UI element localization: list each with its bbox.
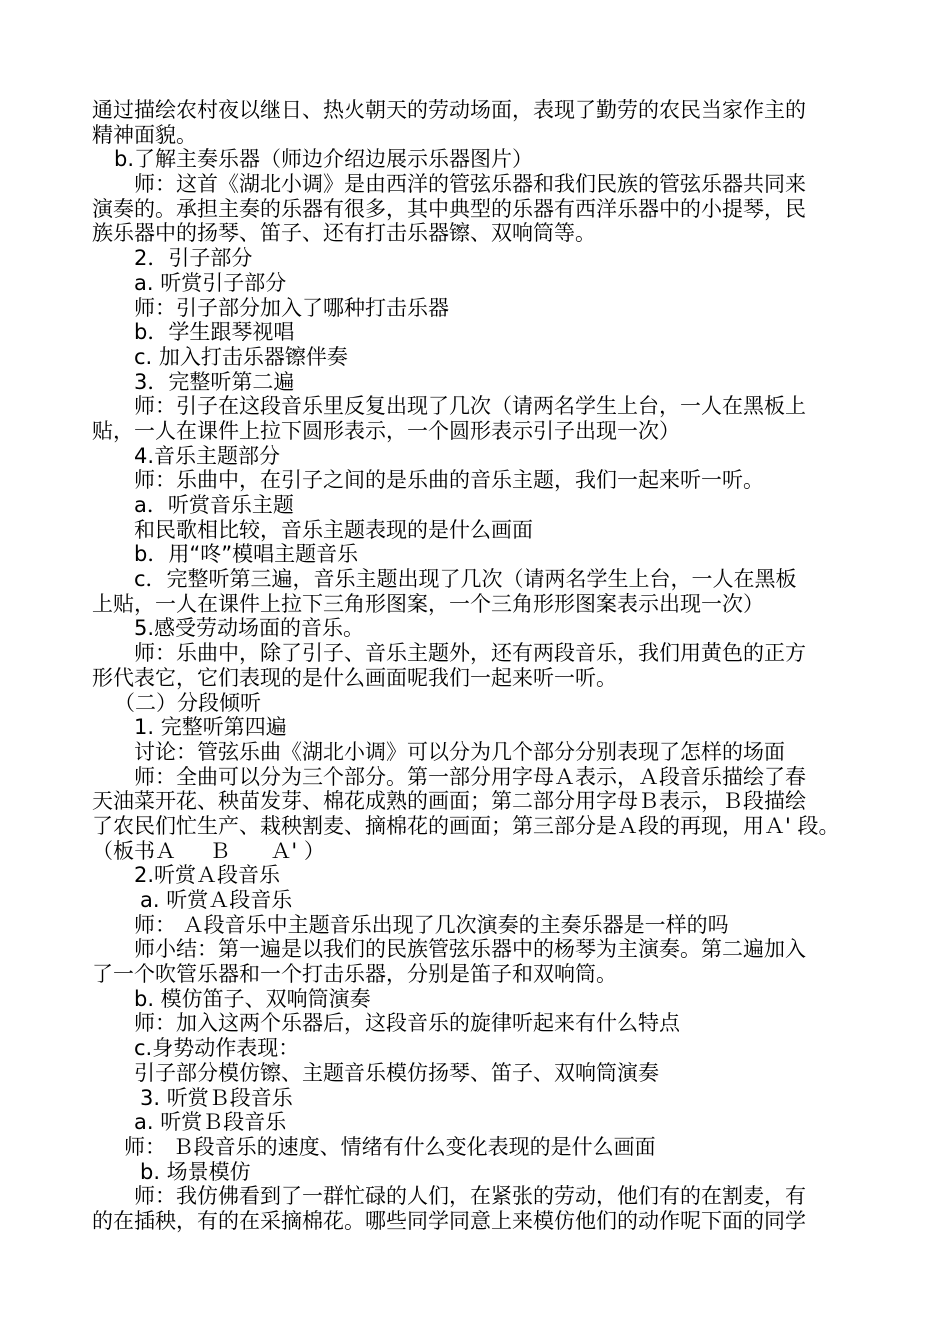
text-line: c.身势动作表现： (134, 1036, 300, 1061)
text-line: 上贴，一人在课件上拉下三角形图案，一个三角形形图案表示出现一次） (92, 591, 764, 616)
text-line: 师：我仿佛看到了一群忙碌的人们，在紧张的劳动，他们有的在割麦，有 (134, 1184, 806, 1209)
text-line: 师：加入这两个乐器后，这段音乐的旋律听起来有什么特点 (134, 1011, 680, 1036)
text-line: 2．引子部分 (134, 246, 253, 271)
text-line: 天油菜开花、秧苗发芽、棉花成熟的画面；第二部分用字母Ｂ表示，Ｂ段描绘 (92, 789, 806, 814)
text-line: 师： Ａ段音乐中主题音乐出现了几次演奏的主奏乐器是一样的吗 (134, 912, 729, 937)
text-line: b. 模仿笛子、双响筒演奏 (134, 986, 371, 1011)
text-line: 3．完整听第二遍 (134, 369, 295, 394)
text-line: 讨论：管弦乐曲《湖北小调》可以分为几个部分分别表现了怎样的场面 (134, 739, 785, 764)
text-line: a．听赏音乐主题 (134, 493, 294, 517)
text-line: 的在插秧，有的在采摘棉花。哪些同学同意上来模仿他们的动作呢下面的同学 (92, 1208, 806, 1233)
text-line: b．学生跟琴视唱 (134, 320, 295, 345)
text-line: 3. 听赏Ｂ段音乐 (140, 1085, 293, 1110)
text-line: 4.音乐主题部分 (134, 443, 281, 468)
text-line: 师：引子部分加入了哪种打击乐器 (134, 295, 449, 320)
text-line: 5.感受劳动场面的音乐。 (134, 616, 365, 641)
text-line: 师： Ｂ段音乐的速度、情绪有什么变化表现的是什么画面 (124, 1134, 656, 1159)
text-line: 引子部分模仿镲、主题音乐模仿扬琴、笛子、双响筒演奏 (134, 1060, 659, 1085)
text-line: 通过描绘农村夜以继日、热火朝天的劳动场面，表现了勤劳的农民当家作主的 (92, 98, 806, 122)
text-line: 师：引子在这段音乐里反复出现了几次（请两名学生上台，一人在黑板上 (134, 394, 806, 419)
text-line: 精神面貌。 (92, 122, 197, 147)
text-line: b．用“咚”模唱主题音乐 (134, 542, 359, 567)
text-line: 师：乐曲中，除了引子、音乐主题外，还有两段音乐，我们用黄色的正方 (134, 641, 806, 666)
text-line: 师小结：第一遍是以我们的民族管弦乐器中的杨琴为主演奏。第二遍加入 (134, 937, 806, 962)
text-line: 贴，一人在课件上拉下圆形表示，一个圆形表示引子出现一次） (92, 418, 680, 443)
text-line: 形代表它，它们表现的是什么画面呢我们一起来听一听。 (92, 665, 617, 690)
text-line: 2.听赏Ａ段音乐 (134, 863, 281, 888)
text-line: c．完整听第三遍，音乐主题出现了几次（请两名学生上台，一人在黑板 (134, 567, 797, 592)
text-line: a. 听赏引子部分 (134, 270, 287, 295)
text-line: a. 听赏Ａ段音乐 (140, 888, 293, 912)
text-line: b.了解主奏乐器（师边介绍边展示乐器图片） (114, 147, 534, 172)
text-line: 师：全曲可以分为三个部分。第一部分用字母Ａ表示，Ａ段音乐描绘了春 (134, 764, 806, 789)
text-line: 师：这首《湖北小调》是由西洋的管弦乐器和我们民族的管弦乐器共同来 (134, 172, 806, 197)
text-line: （二）分段倾听 (114, 690, 261, 715)
text-line: b. 场景模仿 (140, 1159, 251, 1184)
document-body (92, 98, 864, 1234)
text-line: 师：乐曲中，在引子之间的是乐曲的音乐主题，我们一起来听一听。 (134, 468, 764, 493)
text-line: 了农民们忙生产、栽秧割麦、摘棉花的画面；第三部分是Ａ段的再现，用Ａ' 段。 (92, 813, 840, 838)
text-line: a. 听赏Ｂ段音乐 (134, 1110, 287, 1135)
text-line: 演奏的。承担主奏的乐器有很多，其中典型的乐器有西洋乐器中的小提琴，民 (92, 196, 806, 221)
text-line: 和民歌相比较，音乐主题表现的是什么画面 (134, 517, 533, 542)
text-line: 族乐器中的扬琴、笛子、还有打击乐器镲、双响筒等。 (92, 221, 596, 246)
text-line: c. 加入打击乐器镲伴奏 (134, 344, 348, 369)
text-line: 1. 完整听第四遍 (134, 715, 287, 740)
text-line: （板书Ａ Ｂ Ａ' ） (92, 838, 325, 863)
text-line: 了一个吹管乐器和一个打击乐器，分别是笛子和双响筒。 (92, 962, 617, 987)
